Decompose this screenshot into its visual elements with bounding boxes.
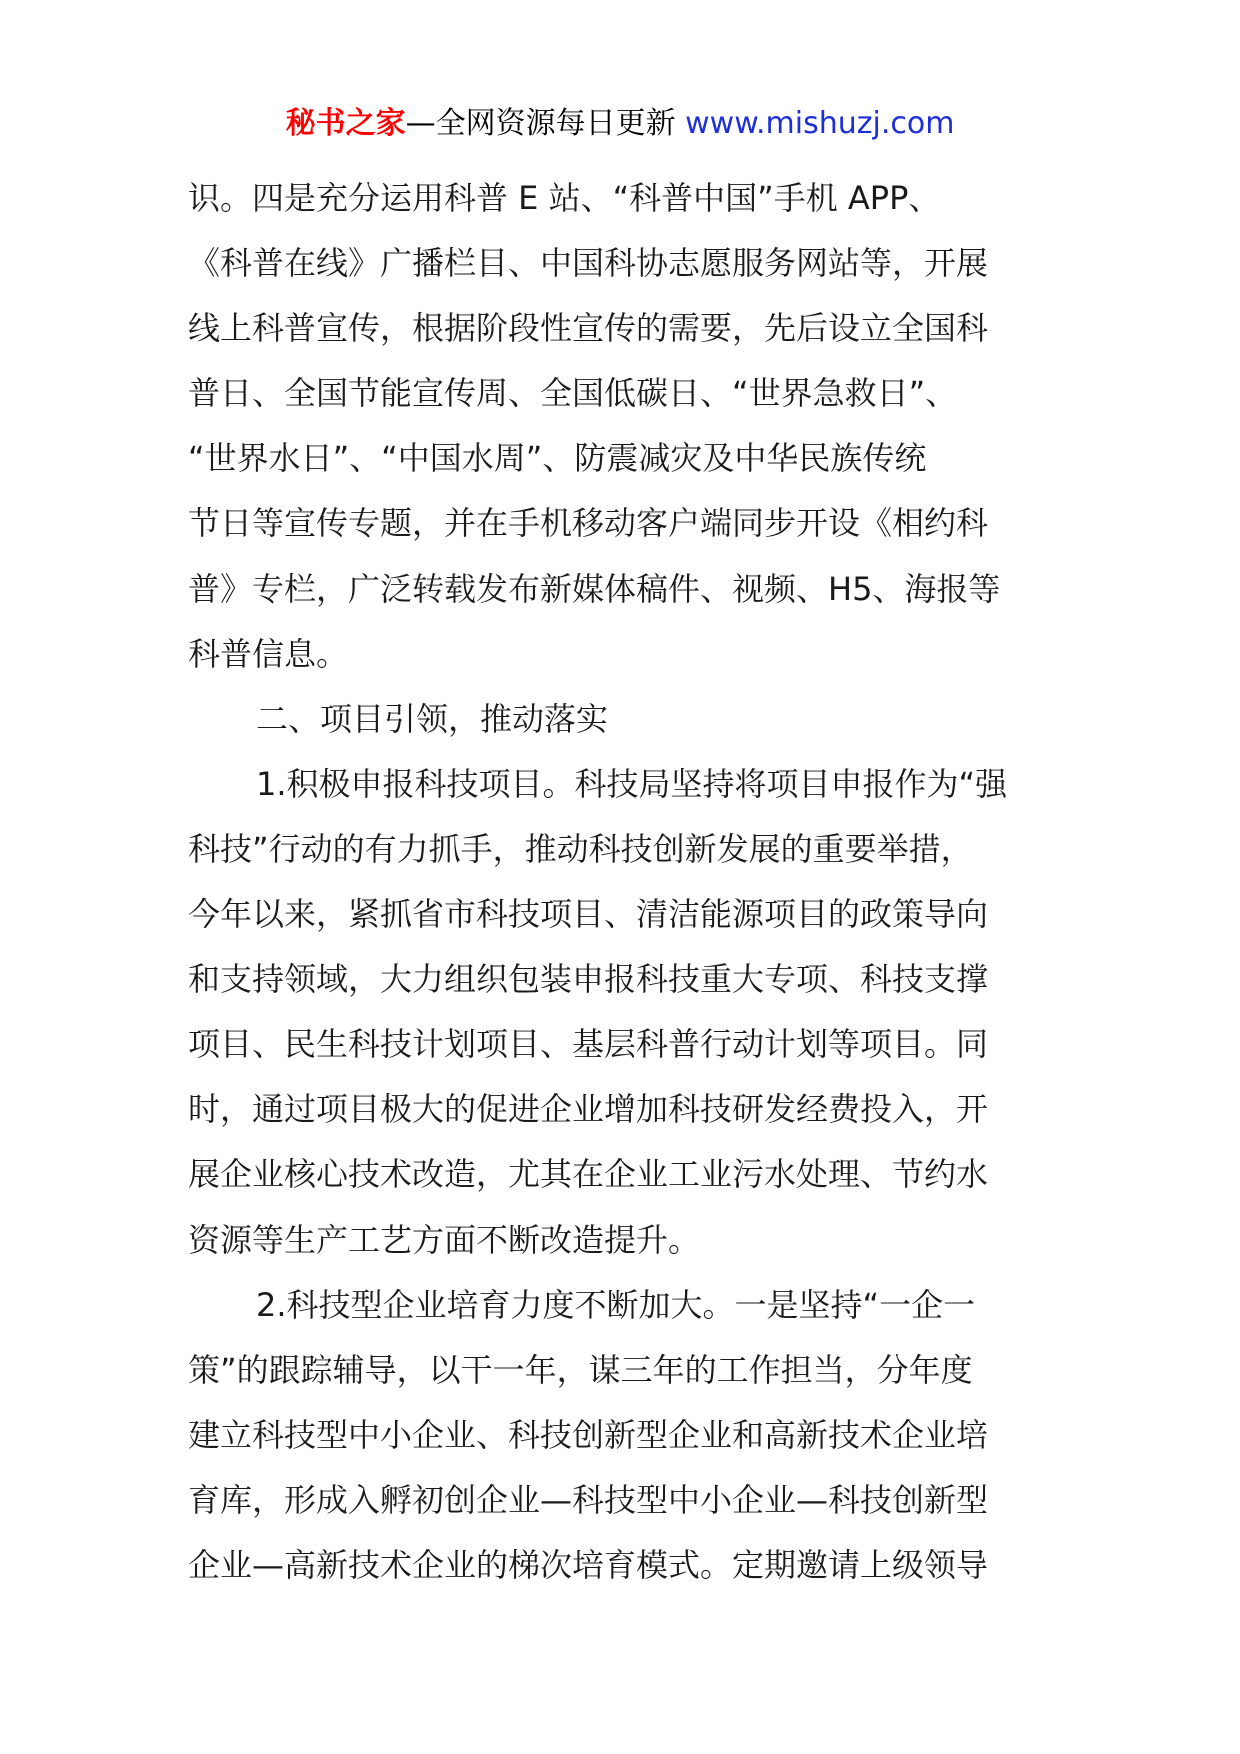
- text-line: 展企业核心技术改造，尤其在企业工业污水处理、节约水: [188, 1155, 989, 1194]
- site-header: [0, 104, 1240, 144]
- text-line: 项目、民生科技计划项目、基层科普行动计划等项目。同: [188, 1025, 989, 1064]
- text-line: 节日等宣传专题，并在手机移动客户端同步开设《相约科: [188, 504, 989, 543]
- text-line: 企业—高新技术企业的梯次培育模式。定期邀请上级领导: [188, 1545, 989, 1584]
- text-line: 普日、全国节能宣传周、全国低碳日、“世界急救日”、: [188, 374, 958, 413]
- text-line: 科普信息。: [188, 634, 349, 673]
- text-line: 普》专栏，广泛转载发布新媒体稿件、视频、H5、海报等: [188, 569, 1001, 608]
- text-line: 策”的跟踪辅导，以干一年，谋三年的工作担当，分年度: [188, 1350, 973, 1389]
- document-body: [188, 166, 1060, 1598]
- section-heading: 二、项目引领，推动落实: [256, 699, 609, 738]
- text-line: 今年以来，紧抓省市科技项目、清洁能源项目的政策导向: [188, 895, 989, 934]
- text-line: 建立科技型中小企业、科技创新型企业和高新技术企业培: [188, 1415, 989, 1454]
- text-line: 科技”行动的有力抓手，推动科技创新发展的重要举措，: [188, 829, 973, 868]
- text-line: “世界水日”、“中国水周”、防震减灾及中华民族传统: [188, 439, 927, 478]
- paragraph-first-line: 1.积极申报科技项目。科技局坚持将项目申报作为“强: [256, 764, 1008, 803]
- text-line: 时，通过项目极大的促进企业增加科技研发经费投入，开: [188, 1090, 989, 1129]
- text-line: 资源等生产工艺方面不断改造提升。: [188, 1220, 701, 1259]
- text-line: 线上科普宣传，根据阶段性宣传的需要，先后设立全国科: [188, 309, 989, 348]
- site-tagline: —全网资源每日更新: [405, 106, 686, 141]
- text-line: 和支持领域，大力组织包装申报科技重大专项、科技支撑: [188, 960, 989, 999]
- paragraph-first-line: 2.科技型企业培育力度不断加大。一是坚持“一企一: [256, 1285, 976, 1324]
- text-line: 《科普在线》广播栏目、中国科协志愿服务网站等，开展: [188, 244, 989, 283]
- text-line: 识。四是充分运用科普 E 站、“科普中国”手机 APP、: [188, 179, 941, 217]
- text-line: 育库，形成入孵初创企业—科技型中小企业—科技创新型: [188, 1480, 989, 1519]
- site-url-link[interactable]: www.mishuzj.com: [685, 106, 955, 141]
- site-brand: 秘书之家: [285, 106, 406, 141]
